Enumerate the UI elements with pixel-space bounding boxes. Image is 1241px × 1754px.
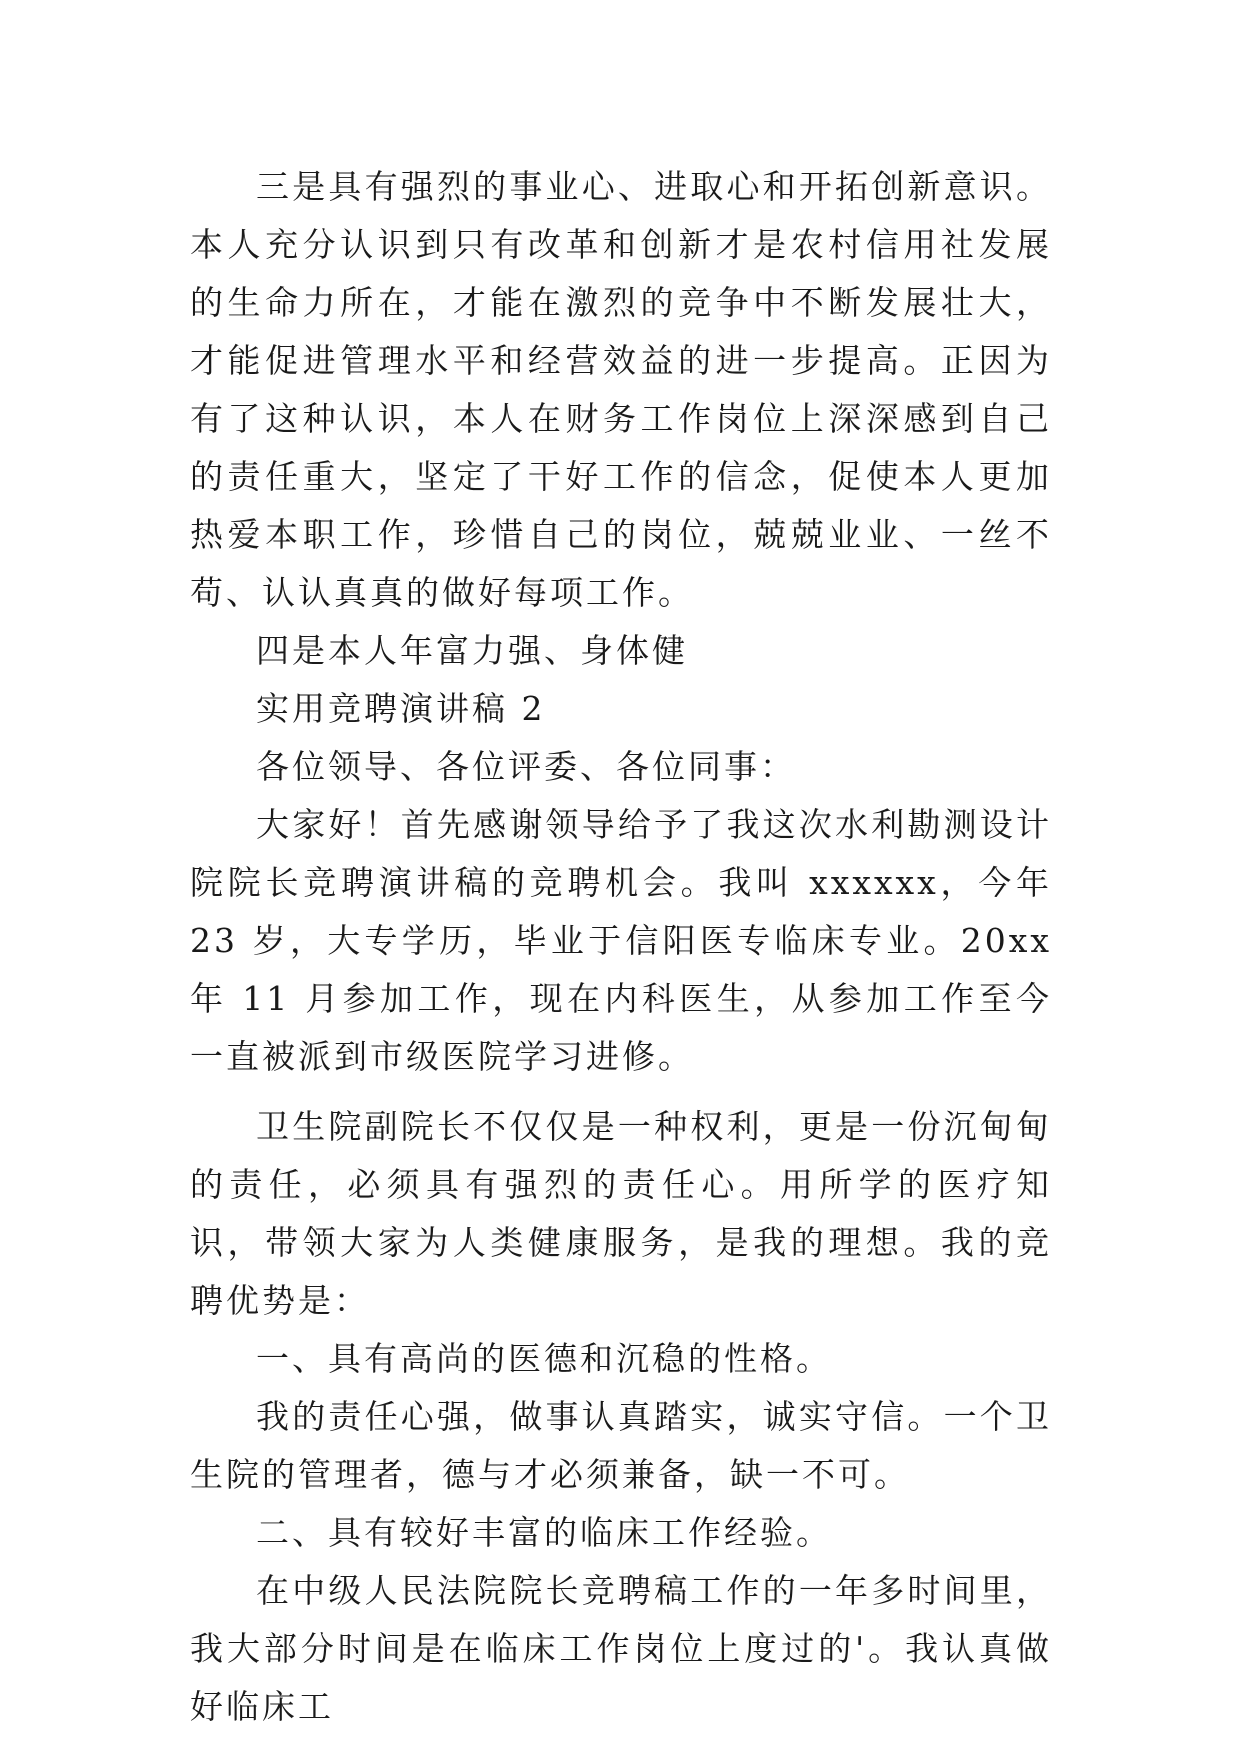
section-title: 实用竞聘演讲稿 2 [256,689,546,728]
paragraph-physical-strength: 四是本人年富力强、身体健 [256,631,688,670]
paragraph-introduction: 大家好！首先感谢领导给予了我这次水利勘测设计院院长竞聘演讲稿的竞聘机会。我叫 xxxxxx，今年 23 岁，大专学历，毕业于信阳医专临床专业。20xx 年 11 月参加工作，现在内科医生，从参加工作至今一直被派到市级医院学习进修。 [190,805,1052,1076]
paragraph-integrity: 我的责任心强，做事认真踏实，诚实守信。一个卫生院的管理者，德与才必须兼备，缺一不可。 [190,1397,1052,1494]
document-body [190,158,1052,1736]
paragraph-career-ambition: 三是具有强烈的事业心、进取心和开拓创新意识。本人充分认识到只有改革和创新才是农村信用社发展的生命力所在，才能在激烈的竞争中不断发展壮大，才能促进管理水平和经营效益的进一步提高。正因为有了这种认识，本人在财务工作岗位上深深感到自己的责任重大，坚定了干好工作的信念，促使本人更加热爱本职工作，珍惜自己的岗位，兢兢业业、一丝不苟、认认真真的做好每项工作。 [190,167,1052,612]
salutation: 各位领导、各位评委、各位同事： [256,747,796,786]
heading-advantage-two: 二、具有较好丰富的临床工作经验。 [256,1513,832,1552]
paragraph-clinical-experience: 在中级人民法院院长竞聘稿工作的一年多时间里，我大部分时间是在临床工作岗位上度过的'。我认真做好临床工 [190,1571,1052,1726]
heading-advantage-one: 一、具有高尚的医德和沉稳的性格。 [256,1339,832,1378]
paragraph-responsibility: 卫生院副院长不仅仅是一种权利，更是一份沉甸甸的责任，必须具有强烈的责任心。用所学的医疗知识，带领大家为人类健康服务，是我的理想。我的竞聘优势是： [190,1107,1052,1320]
